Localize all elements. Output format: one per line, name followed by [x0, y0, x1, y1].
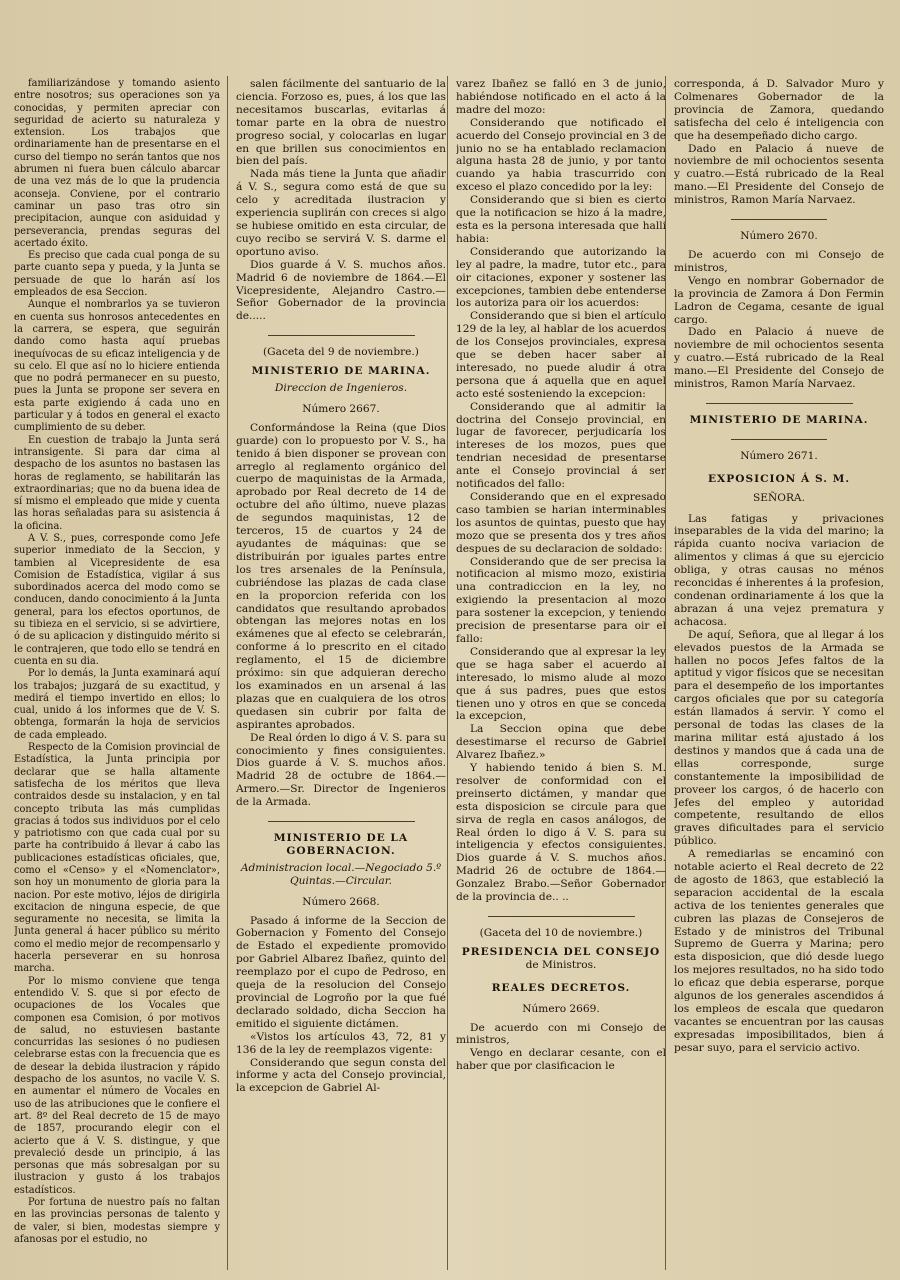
paragraph: Nada más tiene la Junta que añadir á V. S., segura como está de que su celo y acreditada ilustracion y experiencia suplirán con creces si algo se hubiese omitido en esta circular, de cuyo recibo se servirá V. S. darme el oportuno aviso.	[236, 168, 446, 258]
paragraph: familiarizándose y tomando asiento entre nosotros; sus operaciones son ya conocidas, y permiten apreciar con seguridad de acierto su naturaleza y extension. Los trabajos que ordinariamente han de presentarse en el curso del tiempo no serán tantos que nos abrumen ni fuera buen cálculo abarcar de una vez más de lo que la prudencia aconseja. Conviene, por el contrario caminar un paso tras otro sin precipitacion, aunque con asiduidad y perseverancia, prendas seguras del acertado éxito.	[14, 78, 220, 249]
paragraph: En cuestion de trabajo la Junta será intransigente. Si para dar cima al despacho de los asuntos no bastasen las horas de reglamento, se habilitarán las extraordinarias; que no da buena idea de sí mismo el empleado que mide y cuenta las horas señaladas para su asistencia á la oficina.	[14, 434, 220, 532]
exposition-heading: EXPOSICION Á S. M.	[707, 472, 851, 485]
decree-number: Número 2668.	[302, 895, 380, 908]
section-rule	[268, 335, 415, 336]
paragraph: Considerando que si bien es cierto que la notificacion se hizo á la madre, esta es la persona interesada que halli habia:	[456, 194, 666, 245]
paragraph: De acuerdo con mi Consejo de ministros,	[456, 1021, 666, 1047]
paragraph: Considerando que notificado el acuerdo del Consejo provincial en 3 de junio no se ha entablado reclamacion alguna hasta 28 de junio, y por tanto cuando ya habia trascurrido con exceso el plazo concedido por la ley:	[456, 116, 666, 194]
paragraph: Vengo en nombrar Gobernador de la provincia de Zamora á Don Fermin Ladron de Cegama, cesante de igual cargo.	[674, 274, 884, 326]
decree-number: Número 2667.	[302, 402, 380, 415]
paragraph: Considerando que autorizando la ley al padre, la madre, tutor etc., para oir citaciones, exponer y sostener las excepciones, tambien debe entenderse los autoriza para oir los acuerdos:	[456, 245, 666, 310]
gaceta-date: (Gaceta del 10 de noviembre.)	[479, 927, 643, 939]
column-4	[674, 78, 884, 1268]
salutation: SEÑORA.	[753, 491, 805, 504]
paragraph: La Seccion opina que debe desestimarse el recurso de Gabriel Alvarez Ibañez.»	[456, 723, 666, 762]
paragraph: Es preciso que cada cual ponga de su parte cuanto sepa y pueda, y la Junta se persuade de que lo harán así los empleados de esa Seccion.	[14, 250, 220, 299]
paragraph: Considerando que al admitir la doctrina del Consejo provincial, en lugar de favorecer, perjudicaría los intereses de los mozos, pues que tendrian necesidad de presentarse ante el Consejo provincial á ser notificados del fallo:	[456, 400, 666, 491]
department-heading: Direccion de Ingenieros.	[274, 382, 408, 395]
ministry-heading: MINISTERIO DE MARINA.	[689, 413, 869, 426]
paragraph: Por fortuna de nuestro país no faltan en las provincias personas de talento y de valer, si bien, modestas siempre y afanosas por el estudio, no	[14, 1197, 220, 1245]
paragraph: salen fácilmente del santuario de la ciencia. Forzoso es, pues, á los que las necesitamos buscarlas, evitarlas á tomar parte en la obra de nuestro progreso social, y colocarlas en lugar en que brillen sus conocimientos en bien del país.	[236, 78, 446, 168]
paragraph: De aquí, Señora, que al llegar á los elevados puestos de la Armada se hallen no pocos Jefes faltos de la aptitud y vigor físicos que se necesitan para el desempeño de los importantes cargos oficiales que por su categoría están llamados á servir. Y como el personal de todas las clases de la marina militar está ajustado á los destinos y mandos que á cada una de ellas corresponde, surge constantemente la imposibilidad de proveer los cargos, ó de hacerlo con Jefes del empleo y autoridad competente, resultando de ellos graves dificultades para el servicio público.	[674, 628, 884, 848]
column-divider	[447, 76, 448, 1270]
signature-paragraph: Dios guarde á V. S. muchos años. Madrid 6 de noviembre de 1864.—El Vicepresidente, Alejandro Castro.—Señor Gobernador de la provincia de.....	[236, 258, 446, 323]
paragraph: Dado en Palacio á nueve de noviembre de mil ochocientos sesenta y cuatro.—Está rubricado de la Real mano.—El Presidente del Consejo de ministros, Ramon María Narvaez.	[674, 142, 884, 207]
section-rule	[731, 219, 828, 220]
paragraph: Por lo demás, la Junta examinará aquí los trabajos; juzgará de su exactitud, y medirá el tiempo invertido en ellos; lo cual, unido á los informes que de V. S. obtenga, formarán la hoja de servicios de cada empleado.	[14, 668, 220, 741]
column-3	[456, 78, 666, 1268]
department-heading: Administracion local.—Negociado 5.º Quintas.—Circular.	[240, 861, 442, 887]
paragraph: «Vistos los artículos 43, 72, 81 y 136 de la ley de reemplazos vigente:	[236, 1030, 446, 1056]
gaceta-date: (Gaceta del 9 de noviembre.)	[263, 346, 419, 359]
column-2	[236, 78, 446, 1268]
paragraph: Conformándose la Reina (que Dios guarde) con lo propuesto por V. S., ha tenido á bien disponer se provean con arreglo al reglamento orgánico del cuerpo de maquinistas de la Armada, aprobado por Real decreto de 14 de octubre del año último, nueve plazas de segundos maquinistas, 12 de terceros, 15 de cuartos y 24 de ayudantes de máquinas: que se distribuirán por iguales partes entre los tres arsenales de la Península, cubriéndose las plazas de cada clase en la proporcion referida con los candidatos que resultando aprobados obtengan las mejores notas en los exámenes que al efecto se celebrarán, conforme á lo prescrito en el citado reglamento, el 15 de diciembre próximo: sin que adquieran derecho los examinados en un arsenal á las plazas que en cualquiera de los otros quedasen sin cubrir por falta de aspirantes aprobados.	[236, 421, 446, 731]
ministry-heading: PRESIDENCIA DEL CONSEJO	[461, 945, 661, 958]
decree-number: Número 2669.	[522, 1002, 600, 1015]
paragraph: Por lo mismo conviene que tenga entendido V. S. que si por efecto de ocupaciones de los Vocales que componen esa Comision, ó por motivos de salud, no estuviesen bastante concurridas las sesiones ó no pudiesen celebrarse estas con la frecuencia que es de desear la debida ilustracion y rápido despacho de los asuntos, no vacile V. S. en aumentar el número de Vocales en uso de las atribuciones que le confiere el art. 8º del Real decreto de 15 de mayo de 1857, procurando elegir con el acierto que á V. S. distingue, y que prevaleció desde un principio, á las personas que más sobresalgan por su ilustracion y gusto á los trabajos estadísticos.	[14, 975, 220, 1196]
ministry-heading: MINISTERIO DE LA GOBERNACION.	[273, 832, 409, 857]
paragraph: Considerando que segun consta del informe y acta del Consejo provincial, la excepcion de Gabriel Al-	[236, 1056, 446, 1095]
section-rule	[488, 916, 635, 917]
section-rule	[731, 439, 828, 440]
column-divider	[227, 76, 228, 1270]
section-rule	[706, 403, 853, 404]
paragraph: corresponda, á D. Salvador Muro y Colmenares Gobernador de la provincia de Zamora, quedando satisfecha del celo é inteligencia con que ha desempeñado dicho cargo.	[674, 78, 884, 142]
ministry-heading: MINISTERIO DE MARINA.	[251, 365, 431, 378]
paragraph: Y habiendo tenido á bien S. M. resolver de conformidad con el preinserto dictámen, y mandar que esta disposicion se circule para que sirva de regla en casos análogos, de Real órden lo digo á V. S. para su inteligencia y efectos consiguientes. Dios guarde á V. S. muchos años. Madrid 26 de octubre de 1864.—Gonzalez Brabo.—Señor Gobernador de la provincia de.. ..	[456, 762, 666, 904]
ministry-subheading: de Ministros.	[525, 958, 597, 971]
column-1	[14, 78, 220, 1268]
paragraph: Considerando que en el expresado caso tambien se harian interminables los asuntos de quintas, puesto que hay mozo que se presenta dos y tres años despues de su declaracion de soldado:	[456, 491, 666, 555]
paragraph: varez Ibañez se falló en 3 de junio, habiéndose notificado en el acto á la madre del mozo:	[456, 78, 666, 116]
section-heading: REALES DECRETOS.	[491, 981, 631, 994]
paragraph: De Real órden lo digo á V. S. para su conocimiento y fines consiguientes. Dios guarde á V. S. muchos años. Madrid 28 de octubre de 1864.—Armero.—Sr. Director de Ingenieros de la Armada.	[236, 731, 446, 809]
paragraph: Vengo en declarar cesante, con el haber que por clasificacion le	[456, 1047, 666, 1073]
paragraph: Respecto de la Comision provincial de Estadística, la Junta principia por declarar que se halla altamente satisfecha de los méritos que lleva contraidos desde su instalacion, y en tal concepto tributa las más cumplidas gracias á todos sus individuos por el celo y patriotismo con que cada cual por su parte ha contribuido á llevar á cabo las publicaciones estadísticas oficiales, que, como el «Censo» y el «Nomenclator», son hoy un monumento de gloria para la nacion. Por este motivo, léjos de dirigirla excitacion de ninguna especie, de que seguramente no necesita, se limita la Junta general á hacer público su mérito como el medio mejor de recompensarlo y hacerla perseverar en su honrosa marcha.	[14, 742, 220, 975]
paragraph: De acuerdo con mi Consejo de ministros,	[674, 248, 884, 274]
paragraph: Dado en Palacio á nueve de noviembre de mil ochocientos sesenta y cuatro.—Está rubricado de la Real mano.—El Presidente del Consejo de ministros, Ramon María Narvaez.	[674, 326, 884, 391]
paragraph: Las fatigas y privaciones inseparables de la vida del marino; la rápida cuanto nociva variacion de alimentos y climas á que su ejercicio obliga, y otras causas no ménos reconcidas é inherentes á la profesion, condenan ordinariamente á los que la abrazan á una vejez prematura y achacosa.	[674, 512, 884, 628]
decree-number: Número 2671.	[740, 449, 818, 462]
paragraph: A remediarlas se encaminó con notable acierto el Real decreto de 22 de agosto de 1863, que estableció la separacion accidental de la escala activa de los tenientes generales que cubren las plazas de Consejeros de Estado y de ministros del Tribunal Supremo de Guerra y Marina; pero esta disposicion, que dió desde luego los mejores resultados, no ha sido todo lo eficaz que debia esperarse, porque algunos de los generales ascendidos á los empleos de escala que quedaron vacantes se encuentran por las causas expresadas imposibilitados, bien á pesar suyo, para el servicio activo.	[674, 848, 884, 1054]
paragraph: Considerando que si bien el artículo 129 de la ley, al hablar de los acuerdos de los Consejos provinciales, expresa que se deben hacer saber al interesado, no puede aludir á otra persona que á aquella que en aquel acto esté sosteniendo la excepcion:	[456, 310, 666, 400]
paragraph: Aunque el nombrarlos ya se tuvieron en cuenta sus honrosos antecedentes en la carrera, se espera, que seguirán dando como hasta aquí pruebas inequívocas de su eficaz inteligencia y de su celo. El que así no lo hiciere entienda que no podrá permanecer en su puesto, pues la Junta se propone ser severa en esta parte exigiendo á cada uno en particular y á todos en general el exacto cumplimiento de su deber.	[14, 299, 220, 434]
decree-number: Número 2670.	[740, 230, 818, 243]
paragraph: Considerando que al expresar la ley que se haga saber el acuerdo al interesado, lo mismo alude al mozo que á sus padres, pues que estos tienen uno y otros en que se conceda la excepcion,	[456, 645, 666, 723]
paragraph: Considerando que de ser precisa la notificacion al mismo mozo, existiria una contradiccion en la ley, no exigiendo la presentacion al mozo para sostener la excepcion, y teniendo precision de presentarse para oir el fallo:	[456, 555, 666, 645]
section-rule	[268, 821, 415, 822]
paragraph: A V. S., pues, corresponde como Jefe superior inmediato de la Seccion, y tambien al Vicepresidente de esa Comision de Estadística, vigilar á sus subordinados acerca del modo como se conducen, dando conocimiento á la Junta general, para los efectos oportunos, de su tibieza en el servicio, si se advirtiere, ó de su aplicacion y distinguido mérito si le contrajeren, que todo ello se tendrá en cuenta en su dia.	[14, 532, 220, 667]
paragraph: Pasado á informe de la Seccion de Gobernacion y Fomento del Consejo de Estado el expediente promovido por Gabriel Albarez Ibañez, quinto del reemplazo por el cupo de Pedroso, en queja de la resolucion del Consejo provincial de Logroño por la que fué declarado soldado, dicha Seccion ha emitido el siguiente dictámen.	[236, 914, 446, 1030]
